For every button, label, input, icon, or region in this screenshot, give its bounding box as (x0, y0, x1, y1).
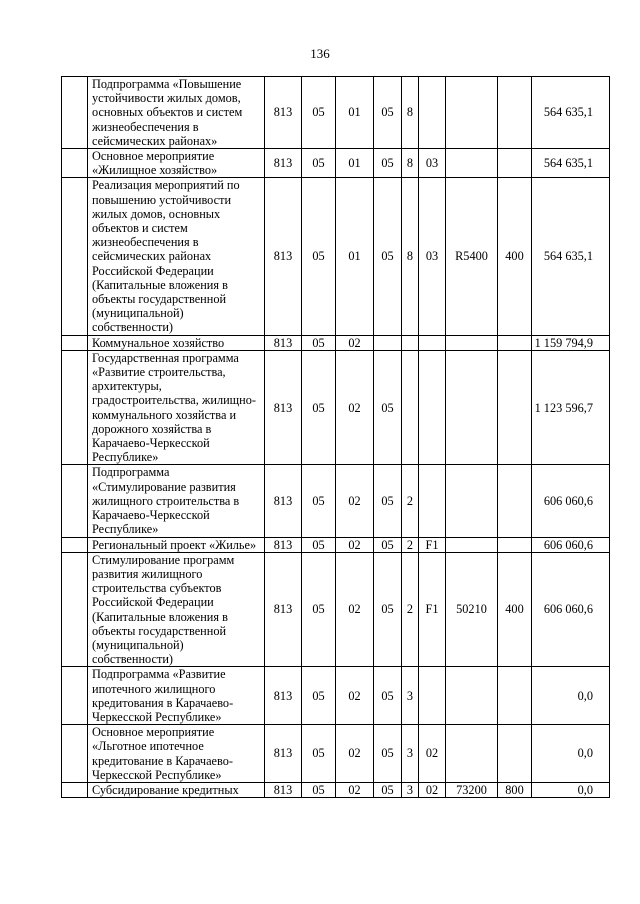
blank-cell (62, 178, 88, 335)
admin-code: 813 (265, 782, 302, 797)
row-amount: 606 060,6 (532, 537, 610, 552)
program-code: 05 (374, 782, 402, 797)
direction-code (446, 149, 498, 178)
activity-code (419, 350, 446, 465)
blank-cell (62, 537, 88, 552)
section-code: 05 (302, 552, 336, 667)
expense-type-code (498, 537, 532, 552)
activity-code: F1 (419, 537, 446, 552)
expense-type-code (498, 149, 532, 178)
row-amount: 0,0 (532, 725, 610, 783)
subprogram-code: 2 (402, 537, 419, 552)
subprogram-code (402, 350, 419, 465)
direction-code (446, 725, 498, 783)
subsection-code: 01 (336, 178, 374, 335)
activity-code: 02 (419, 782, 446, 797)
subsection-code: 01 (336, 149, 374, 178)
direction-code (446, 77, 498, 149)
row-name: Основное мероприятие «Льготное ипотечное кредитование в Карачаево-Черкесской Республике» (88, 725, 265, 783)
row-name: Подпрограмма «Стимулирование развития жилищного строительства в Карачаево-Черкесской Республике» (88, 465, 265, 537)
direction-code (446, 335, 498, 350)
admin-code: 813 (265, 178, 302, 335)
activity-code: 03 (419, 149, 446, 178)
direction-code (446, 350, 498, 465)
admin-code: 813 (265, 335, 302, 350)
activity-code (419, 465, 446, 537)
program-code: 05 (374, 149, 402, 178)
expense-type-code: 800 (498, 782, 532, 797)
table-row (62, 149, 610, 178)
program-code: 05 (374, 552, 402, 667)
row-name: Стимулирование программ развития жилищного строительства субъектов Российской Федерации (Капитальные вложения в объекты государственной (муниципальной) собственности) (88, 552, 265, 667)
blank-cell (62, 335, 88, 350)
activity-code: F1 (419, 552, 446, 667)
program-code: 05 (374, 537, 402, 552)
direction-code: 50210 (446, 552, 498, 667)
expense-type-code (498, 725, 532, 783)
admin-code: 813 (265, 465, 302, 537)
row-amount: 1 123 596,7 (532, 350, 610, 465)
blank-cell (62, 465, 88, 537)
row-amount: 564 635,1 (532, 178, 610, 335)
row-name: Подпрограмма «Развитие ипотечного жилищного кредитования в Карачаево-Черкесской Республике» (88, 667, 265, 725)
admin-code: 813 (265, 350, 302, 465)
subsection-code: 02 (336, 782, 374, 797)
expense-type-code (498, 667, 532, 725)
expense-type-code: 400 (498, 178, 532, 335)
program-code: 05 (374, 725, 402, 783)
activity-code (419, 335, 446, 350)
table-row (62, 350, 610, 465)
row-name: Субсидирование кредитных (88, 782, 265, 797)
subsection-code: 02 (336, 725, 374, 783)
row-amount: 1 159 794,9 (532, 335, 610, 350)
program-code: 05 (374, 465, 402, 537)
admin-code: 813 (265, 552, 302, 667)
subsection-code: 02 (336, 537, 374, 552)
page-number: 136 (310, 46, 330, 61)
section-code: 05 (302, 77, 336, 149)
subsection-code: 02 (336, 465, 374, 537)
table-row (62, 552, 610, 667)
subsection-code: 02 (336, 552, 374, 667)
subsection-code: 02 (336, 667, 374, 725)
subsection-code: 02 (336, 335, 374, 350)
admin-code: 813 (265, 149, 302, 178)
expense-type-code (498, 350, 532, 465)
subprogram-code: 8 (402, 77, 419, 149)
expense-type-code (498, 465, 532, 537)
direction-code (446, 465, 498, 537)
blank-cell (62, 725, 88, 783)
section-code: 05 (302, 725, 336, 783)
table-row (62, 335, 610, 350)
program-code: 05 (374, 350, 402, 465)
direction-code: 73200 (446, 782, 498, 797)
section-code: 05 (302, 465, 336, 537)
row-name: Коммунальное хозяйство (88, 335, 265, 350)
section-code: 05 (302, 335, 336, 350)
row-name: Реализация мероприятий по повышению устойчивости жилых домов, основных объектов и систем жизнеобеспечения в сейсмических районах Российской Федерации (Капитальные вложения в объекты государственной (муниципальной) собственности) (88, 178, 265, 335)
section-code: 05 (302, 537, 336, 552)
table-row (62, 782, 610, 797)
section-code: 05 (302, 149, 336, 178)
row-amount: 564 635,1 (532, 149, 610, 178)
direction-code (446, 537, 498, 552)
blank-cell (62, 77, 88, 149)
subprogram-code: 3 (402, 725, 419, 783)
subprogram-code: 2 (402, 552, 419, 667)
subprogram-code: 2 (402, 465, 419, 537)
expense-type-code: 400 (498, 552, 532, 667)
subprogram-code: 3 (402, 667, 419, 725)
activity-code (419, 77, 446, 149)
subprogram-code (402, 335, 419, 350)
blank-cell (62, 667, 88, 725)
blank-cell (62, 782, 88, 797)
subprogram-code: 8 (402, 149, 419, 178)
program-code: 05 (374, 178, 402, 335)
activity-code: 03 (419, 178, 446, 335)
blank-cell (62, 552, 88, 667)
activity-code: 02 (419, 725, 446, 783)
table-row (62, 725, 610, 783)
table-row (62, 667, 610, 725)
row-name: Региональный проект «Жилье» (88, 537, 265, 552)
expense-type-code (498, 77, 532, 149)
expense-type-code (498, 335, 532, 350)
table-row (62, 77, 610, 149)
section-code: 05 (302, 782, 336, 797)
admin-code: 813 (265, 667, 302, 725)
program-code: 05 (374, 667, 402, 725)
admin-code: 813 (265, 537, 302, 552)
table-row (62, 537, 610, 552)
row-amount: 564 635,1 (532, 77, 610, 149)
row-name: Государственная программа «Развитие строительства, архитектуры, градостроительства, жилищно-коммунального хозяйства и дорожного хозяйства в Карачаево-Черкесской Республике» (88, 350, 265, 465)
row-amount: 0,0 (532, 667, 610, 725)
section-code: 05 (302, 178, 336, 335)
section-code: 05 (302, 667, 336, 725)
subprogram-code: 8 (402, 178, 419, 335)
program-code: 05 (374, 77, 402, 149)
blank-cell (62, 149, 88, 178)
admin-code: 813 (265, 725, 302, 783)
row-name: Подпрограмма «Повышение устойчивости жилых домов, основных объектов и систем жизнеобеспечения в сейсмических районах» (88, 77, 265, 149)
table-row (62, 178, 610, 335)
subprogram-code: 3 (402, 782, 419, 797)
activity-code (419, 667, 446, 725)
program-code (374, 335, 402, 350)
blank-cell (62, 350, 88, 465)
table-row (62, 465, 610, 537)
admin-code: 813 (265, 77, 302, 149)
subsection-code: 01 (336, 77, 374, 149)
row-amount: 606 060,6 (532, 465, 610, 537)
row-amount: 0,0 (532, 782, 610, 797)
direction-code (446, 667, 498, 725)
budget-table (61, 76, 610, 798)
row-amount: 606 060,6 (532, 552, 610, 667)
section-code: 05 (302, 350, 336, 465)
row-name: Основное мероприятие «Жилищное хозяйство» (88, 149, 265, 178)
direction-code: R5400 (446, 178, 498, 335)
subsection-code: 02 (336, 350, 374, 465)
